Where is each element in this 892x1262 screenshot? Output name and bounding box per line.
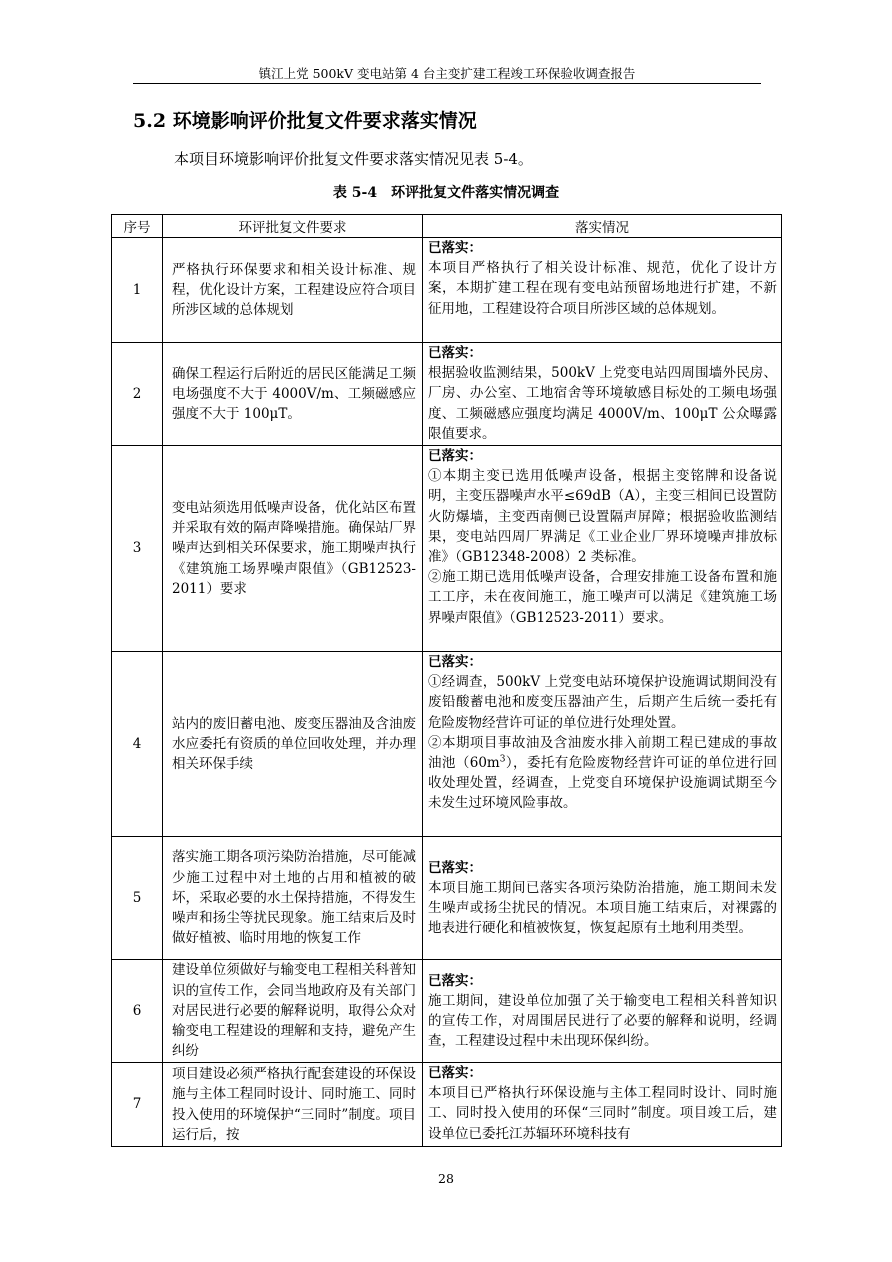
row-number: 3 (112, 446, 163, 652)
implementation-text: ），委托有危险废物经营许可证的单位进行回收处理处置，经调查，上党变自环境保护设施调试期至今未发生过环境风险事故。 (428, 755, 778, 812)
row-number: 6 (112, 960, 163, 1063)
implementation-text: 本项目施工期间已落实各项污染防治措施，施工期间未发生噪声或扬尘扰民的情况。本项目施工结束后，对裸露的地表进行硬化和植被恢复，恢复起原有土地利用类型。 (428, 879, 777, 937)
row-implementation (423, 446, 782, 652)
row-number: 5 (112, 837, 163, 960)
section-title-text: 环境影响评价批复文件要求落实情况 (172, 110, 477, 132)
implementation-table (111, 214, 782, 1147)
section-number: 5.2 (133, 110, 167, 132)
header-implementation: 落实情况 (423, 215, 782, 238)
row-requirement: 站内的废旧蓄电池、废变压器油及含油废水应委托有资质的单位回收处理，并办理相关环保手续 (163, 652, 423, 837)
implementation-text: 施工期间，建设单位加强了关于输变电工程相关科普知识的宣传工作，对周围居民进行了必要的解释和说明，经调查，工程建设过程中未出现环保纠纷。 (428, 992, 777, 1050)
page-header: 镇江上党 500kV 变电站第 4 台主变扩建工程竣工环保验收调查报告 (133, 64, 761, 84)
status-label: 已落实： (428, 345, 482, 361)
table-row (112, 837, 782, 960)
row-implementation (423, 343, 782, 446)
section-title (133, 107, 477, 135)
row-requirement: 严格执行环保要求和相关设计标准、规程，优化设计方案，工程建设应符合项目所涉区域的总体规划 (163, 238, 423, 343)
row-implementation (423, 1063, 782, 1147)
status-label: 已落实： (428, 859, 482, 876)
implementation-text: 根据验收监测结果，500kV 上党变电站四周围墙外民房、厂房、办公室、工地宿舍等环境敏感目标处的工频电场强度、工频磁感应强度均满足 4000V/m、100μT 公众曝露限值要求。 (428, 365, 777, 442)
implementation-text: ②本期项目事故油及含油废水排入前期工程已建成的事故油池（60m (428, 734, 777, 772)
row-requirement: 建设单位须做好与输变电工程相关科普知识的宣传工作，会同当地政府及有关部门对居民进行必要的解释说明，取得公众对输变电工程建设的理解和支持，避免产生纠纷 (163, 960, 423, 1063)
row-number: 1 (112, 238, 163, 343)
header-requirement: 环评批复文件要求 (163, 215, 423, 238)
page-number: 28 (438, 1171, 454, 1186)
row-implementation (423, 238, 782, 343)
table-row (112, 652, 782, 837)
row-requirement: 变电站须选用低噪声设备，优化站区布置并采取有效的隔声降噪措施。确保站厂界噪声达到相关环保要求，施工期噪声执行《建筑施工场界噪声限值》（GB12523-2011）要求 (163, 446, 423, 652)
implementation-text: 本项目已严格执行环保设施与主体工程同时设计、同时施工、同时投入使用的环保“三同时”制度。项目竣工后，建设单位已委托江苏辐环环境科技有 (428, 1085, 777, 1142)
intro-paragraph: 本项目环境影响评价批复文件要求落实情况见表 5-4。 (174, 150, 533, 168)
table-row (112, 446, 782, 652)
status-label: 已落实： (428, 1065, 482, 1081)
table-row (112, 960, 782, 1063)
row-number: 2 (112, 343, 163, 446)
status-label: 已落实： (428, 240, 482, 256)
status-label: 已落实： (428, 448, 482, 464)
row-implementation (423, 652, 782, 837)
row-implementation (423, 837, 782, 960)
status-label: 已落实： (428, 972, 482, 989)
table-row (112, 238, 782, 343)
status-label: 已落实： (428, 654, 482, 670)
row-requirement: 落实施工期各项污染防治措施，尽可能减少施工过程中对土地的占用和植被的破坏，采取必要的水土保持措施，不得发生噪声和扬尘等扰民现象。施工结束后及时做好植被、临时用地的恢复工作 (163, 837, 423, 960)
table-row (112, 1063, 782, 1147)
row-requirement: 确保工程运行后附近的居民区能满足工频电场强度不大于 4000V/m、工频磁感应强度不大于 100μT。 (163, 343, 423, 446)
superscript: 3 (499, 754, 506, 765)
table-caption: 表 5-4 环评批复文件落实情况调查 (332, 185, 560, 201)
row-number: 7 (112, 1063, 163, 1147)
table-row (112, 343, 782, 446)
implementation-item: ②施工期已选用低噪声设备，合理安排施工设备布置和施工工序，未在夜间施工，施工噪声可以满足《建筑施工场界噪声限值》（GB12523-2011）要求。 (428, 569, 777, 626)
table-header-row (112, 215, 782, 238)
implementation-item (428, 733, 777, 814)
implementation-item: ①经调查，500kV 上党变电站环境保护设施调试期间没有废铅酸蓄电池和废变压器油产生，后期产生后统一委托有危险废物经营许可证的单位进行处理处置。 (428, 674, 777, 731)
header-no: 序号 (112, 215, 163, 238)
row-implementation (423, 960, 782, 1063)
implementation-text: 本项目严格执行了相关设计标准、规范，优化了设计方案，本期扩建工程在现有变电站预留场地进行扩建，不新征用地，工程建设符合项目所涉区域的总体规划。 (428, 260, 777, 317)
row-requirement: 项目建设必须严格执行配套建设的环保设施与主体工程同时设计、同时施工、同时投入使用的环境保护“三同时”制度。项目运行后，按 (163, 1063, 423, 1147)
row-number: 4 (112, 652, 163, 837)
implementation-item: ①本期主变已选用低噪声设备，根据主变铭牌和设备说明，主变压器噪声水平≤69dB（A），主变三相间已设置防火防爆墙，主变西南侧已设置隔声屏障；根据验收监测结果，变电站四周厂界满足《工业企业厂界环境噪声排放标准》（GB12348-2008）2 类标准。 (428, 468, 777, 566)
